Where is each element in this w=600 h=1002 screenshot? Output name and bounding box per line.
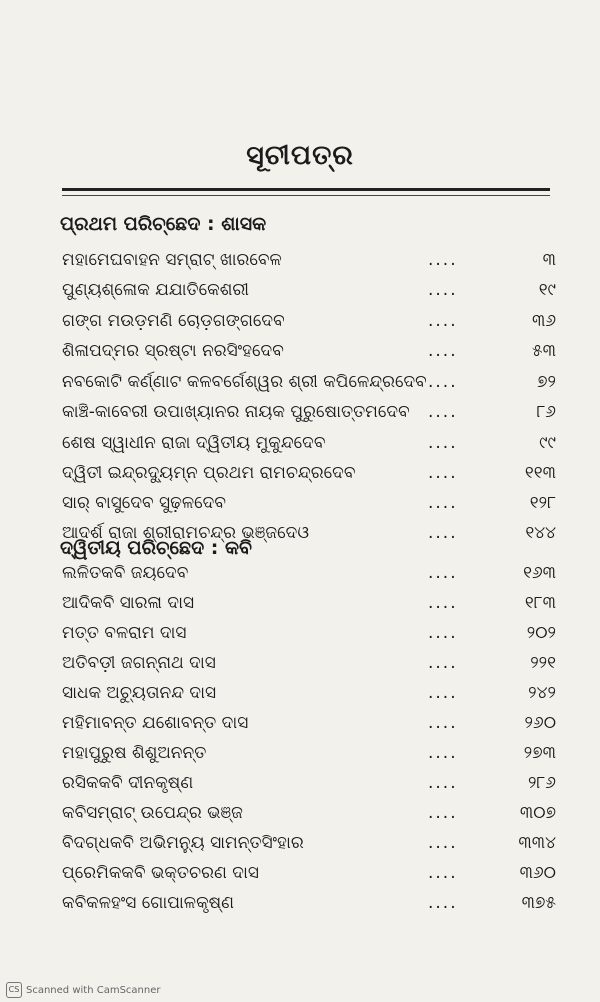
- title-divider: [62, 188, 550, 191]
- entry-page: ୨୦୨: [526, 623, 556, 643]
- entry-leader: ....: [428, 523, 458, 543]
- toc-entry: [62, 250, 562, 274]
- entry-title: ଦ୍ୱିତୀ ଇନ୍ଦ୍ରଦ୍ୟୁମ୍ନ ପ୍ରଥମ ରାମଚନ୍ଦ୍ରଦେବ: [62, 463, 356, 483]
- toc-entry: [62, 863, 562, 887]
- section-heading-rulers: ପ୍ରଥମ ପରିଚ୍ଛେଦ : ଶାସକ: [60, 213, 267, 235]
- entry-title: କବିକଳହଂସ ଗୋପାଳକୃଷ୍ଣ: [62, 893, 235, 913]
- entry-title: ମହାମେଘବାହନ ସମ୍ରାଟ୍ ଖାରବେଳ: [62, 250, 282, 270]
- entry-page: ୧୧୩: [524, 463, 556, 483]
- entry-title: ମହିମାବନ୍ତ ଯଶୋବନ୍ତ ଦାସ: [62, 713, 249, 733]
- toc-entry: [62, 372, 562, 396]
- entry-title: ରସିକକବି ଦୀନକୃଷ୍ଣ: [62, 773, 194, 793]
- entry-page: ୩୭୫: [521, 893, 556, 913]
- entry-leader: ....: [428, 833, 458, 853]
- entry-leader: ....: [428, 593, 458, 613]
- entry-page: ୩୩୪: [518, 833, 556, 853]
- entry-leader: ....: [428, 250, 458, 270]
- entry-leader: ....: [428, 311, 458, 331]
- entry-leader: ....: [428, 563, 458, 583]
- scanner-watermark: [6, 982, 161, 998]
- toc-entry: [62, 280, 562, 304]
- entry-page: ୨୮୬: [527, 773, 556, 793]
- entry-leader: ....: [428, 493, 458, 513]
- entry-title: ମତ୍ତ ବଳରାମ ଦାସ: [62, 623, 187, 643]
- entry-leader: ....: [428, 713, 458, 733]
- entry-page: ୭୨: [537, 372, 556, 392]
- entry-leader: ....: [428, 803, 458, 823]
- toc-entry: [62, 743, 562, 767]
- entry-title: ଅତିବଡ଼ୀ ଜଗନ୍ନାଥ ଦାସ: [62, 653, 216, 673]
- entry-page: ୧୯: [538, 280, 556, 300]
- entry-leader: ....: [428, 743, 458, 763]
- scanner-text: Scanned with CamScanner: [26, 984, 161, 996]
- entry-title: ପ୍ରେମିକକବି ଭକ୍ତଚରଣ ଦାସ: [62, 863, 259, 883]
- toc-entry: [62, 683, 562, 707]
- toc-entry: [62, 311, 562, 335]
- toc-entry: [62, 773, 562, 797]
- toc-entry: [62, 563, 562, 587]
- entry-page: ୧୨୮: [529, 493, 556, 513]
- entry-title: ସାଧକ ଅଚ୍ୟୁତାନନ୍ଦ ଦାସ: [62, 683, 217, 703]
- entry-leader: ....: [428, 773, 458, 793]
- entry-page: ୨୭୩: [523, 743, 556, 763]
- entry-leader: ....: [428, 623, 458, 643]
- toc-entry: [62, 803, 562, 827]
- entry-leader: ....: [428, 433, 458, 453]
- entry-page: ୧୪୪: [525, 523, 556, 543]
- camscanner-logo-icon: CS: [6, 982, 22, 998]
- entry-page: ୨୨୧: [530, 653, 556, 673]
- entry-title: ଶିଳାପଦ୍ମର ସ୍ରଷ୍ଟା ନରସିଂହଦେବ: [62, 341, 284, 361]
- entry-leader: ....: [428, 653, 458, 673]
- toc-entry: [62, 623, 562, 647]
- entry-leader: ....: [428, 863, 458, 883]
- entry-leader: ....: [428, 893, 458, 913]
- page-title: ସୂଚୀପତ୍ର: [246, 140, 354, 171]
- entry-page: ୧୬୩: [523, 563, 556, 583]
- toc-entry: [62, 593, 562, 617]
- entry-leader: ....: [428, 683, 458, 703]
- entry-leader: ....: [428, 463, 458, 483]
- toc-entry: [62, 493, 562, 517]
- entry-page: ୮୬: [536, 402, 556, 422]
- toc-entry: [62, 341, 562, 365]
- entry-page: ୩୬୦: [519, 863, 556, 883]
- toc-entry: [62, 893, 562, 917]
- toc-entry: [62, 463, 562, 487]
- entry-page: ୩୦୭: [519, 803, 556, 823]
- entry-title: ଆଦର୍ଶ ରାଜା ଶ୍ରୀରାମଚନ୍ଦ୍ର ଭଞ୍ଜଦେଓ: [62, 523, 310, 543]
- entry-page: ୧୮୩: [524, 593, 556, 613]
- title-divider-thin: [62, 195, 550, 196]
- toc-entry: [62, 653, 562, 677]
- entry-title: ଗଙ୍ଗ ମଉଡ଼ମଣି ଚୋଡ଼ଗଙ୍ଗଦେବ: [62, 311, 285, 331]
- entry-title: ବିଦଗ୍ଧକବି ଅଭିମନ୍ୟୁ ସାମନ୍ତସିଂହାର: [62, 833, 304, 853]
- entry-leader: ....: [428, 402, 458, 422]
- entry-title: ଶେଷ ସ୍ୱାଧୀନ ରାଜା ଦ୍ୱିତୀୟ ମୁକୁନ୍ଦଦେବ: [62, 433, 326, 453]
- section-heading-poets: ଦ୍ୱିତୀୟ ପରିଚ୍ଛେଦ : କବି: [60, 537, 252, 559]
- entry-title: ସାର୍ ବାସୁଦେବ ସୁଢ଼ଳଦେବ: [62, 493, 226, 513]
- entry-leader: ....: [428, 280, 458, 300]
- entry-page: ୩୬: [531, 311, 556, 331]
- entry-title: ଆଦିକବି ସାରଳା ଦାସ: [62, 593, 195, 613]
- entry-page: ୫୩: [532, 341, 556, 361]
- entry-title: ନବକୋଟି କର୍ଣ୍ଣାଟ କଳବର୍ଗେଶ୍ୱର ଶ୍ରୀ କପିଳେନ୍ଦ୍ରଦେବ: [62, 372, 427, 392]
- entry-leader: ....: [428, 372, 458, 392]
- entry-page: ୨୪୨: [528, 683, 556, 703]
- entry-title: ମହାପୁରୁଷ ଶିଶୁଅନନ୍ତ: [62, 743, 207, 763]
- entry-title: ପୁଣ୍ୟଶ୍ଳୋକ ଯଯାତିକେଶରୀ: [62, 280, 249, 300]
- entry-page: ୩: [542, 250, 556, 270]
- toc-entry: [62, 833, 562, 857]
- entry-page: ୯୯: [539, 433, 556, 453]
- toc-entry: [62, 433, 562, 457]
- entry-title: କବିସମ୍ରାଟ୍ ଉପେନ୍ଦ୍ର ଭଞ୍ଜ: [62, 803, 243, 823]
- entry-title: କାଞ୍ଚି-କାବେରୀ ଉପାଖ୍ୟାନର ନାୟକ ପୁରୁଷୋତ୍ତମଦେବ: [62, 402, 410, 422]
- entry-title: ଲଳିତକବି ଜୟଦେବ: [62, 563, 189, 583]
- toc-entry: [62, 713, 562, 737]
- entry-leader: ....: [428, 341, 458, 361]
- entry-page: ୨୬୦: [524, 713, 556, 733]
- toc-entry: [62, 402, 562, 426]
